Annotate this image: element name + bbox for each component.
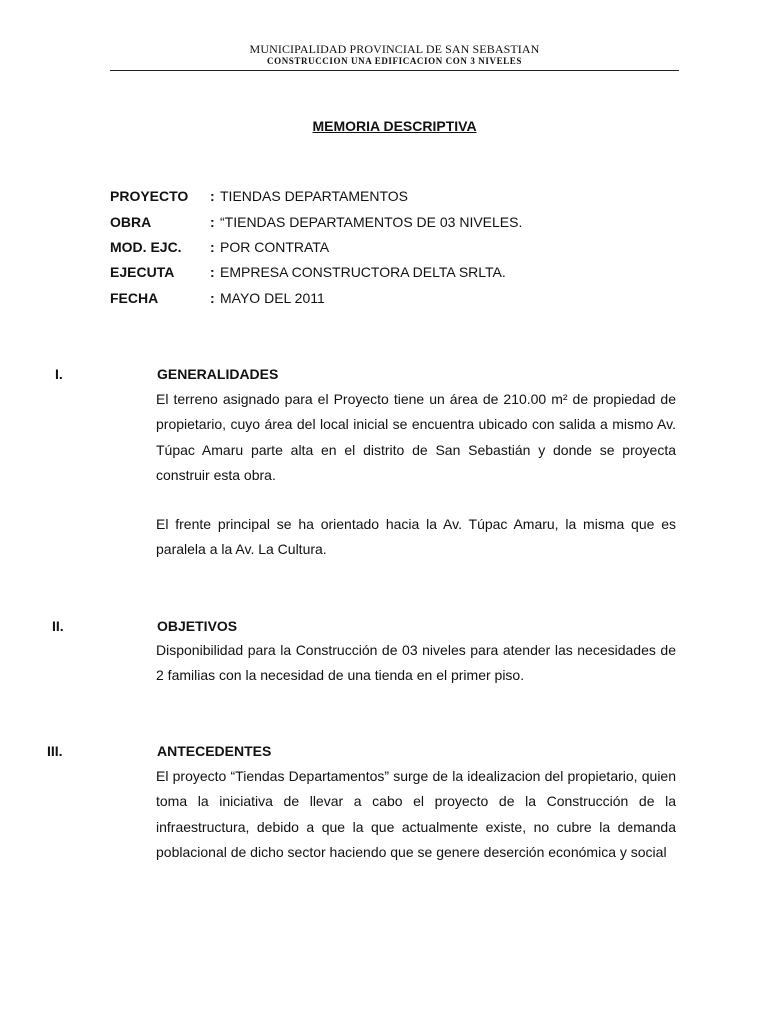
section-title: OBJETIVOS <box>157 618 238 634</box>
meta-key: PROYECTO <box>110 188 189 204</box>
section-paragraph: Disponibilidad para la Construcción de 03 niveles para atender las necesidades de 2 familias con la necesidad de una tienda en el primer piso. <box>156 642 676 684</box>
section-number: II. <box>52 618 64 634</box>
document-title: MEMORIA DESCRIPTIVA <box>312 118 477 134</box>
meta-key: MOD. EJC. <box>110 239 182 255</box>
meta-colon: : <box>210 239 215 255</box>
meta-value: MAYO DEL 2011 <box>220 290 325 306</box>
header-rule <box>110 70 679 71</box>
meta-colon: : <box>210 214 215 230</box>
meta-value: EMPRESA CONSTRUCTORA DELTA SRLTA. <box>220 264 506 280</box>
meta-value: “TIENDAS DEPARTAMENTOS DE 03 NIVELES. <box>220 214 523 230</box>
section-paragraph: El proyecto “Tiendas Departamentos” surge de la idealizacion del propietario, quien toma la iniciativa de llevar a cabo el proyecto de la Construcción de la infraestructura, debido a que la que actualmente existe, no cubre la demanda poblacional de dicho sector haciendo que se genere deserción económica y social <box>156 768 676 860</box>
header-subtitle: CONSTRUCCION UNA EDIFICACION CON 3 NIVELES <box>267 56 522 66</box>
section-number: III. <box>47 743 63 759</box>
header-institution: MUNICIPALIDAD PROVINCIAL DE SAN SEBASTIAN <box>249 42 540 56</box>
meta-colon: : <box>210 188 215 204</box>
meta-key: EJECUTA <box>110 264 175 280</box>
section-paragraph: El terreno asignado para el Proyecto tiene un área de 210.00 m² de propiedad de propietario, cuyo área del local inicial se encuentra ubicado con salida a mismo Av. Túpac Amaru parte alta en el distrito de San Sebastián y donde se proyecta construir esta obra. <box>156 391 676 483</box>
section-paragraph: El frente principal se ha orientado hacia la Av. Túpac Amaru, la misma que es paralela a la Av. La Cultura. <box>156 516 676 558</box>
section-number: I. <box>55 366 63 382</box>
meta-colon: : <box>210 264 215 280</box>
meta-colon: : <box>210 290 215 306</box>
section-title: GENERALIDADES <box>157 366 279 382</box>
section-title: ANTECEDENTES <box>157 743 272 759</box>
meta-value: TIENDAS DEPARTAMENTOS <box>220 188 408 204</box>
meta-key: FECHA <box>110 290 159 306</box>
meta-value: POR CONTRATA <box>220 239 330 255</box>
meta-key: OBRA <box>110 214 152 230</box>
